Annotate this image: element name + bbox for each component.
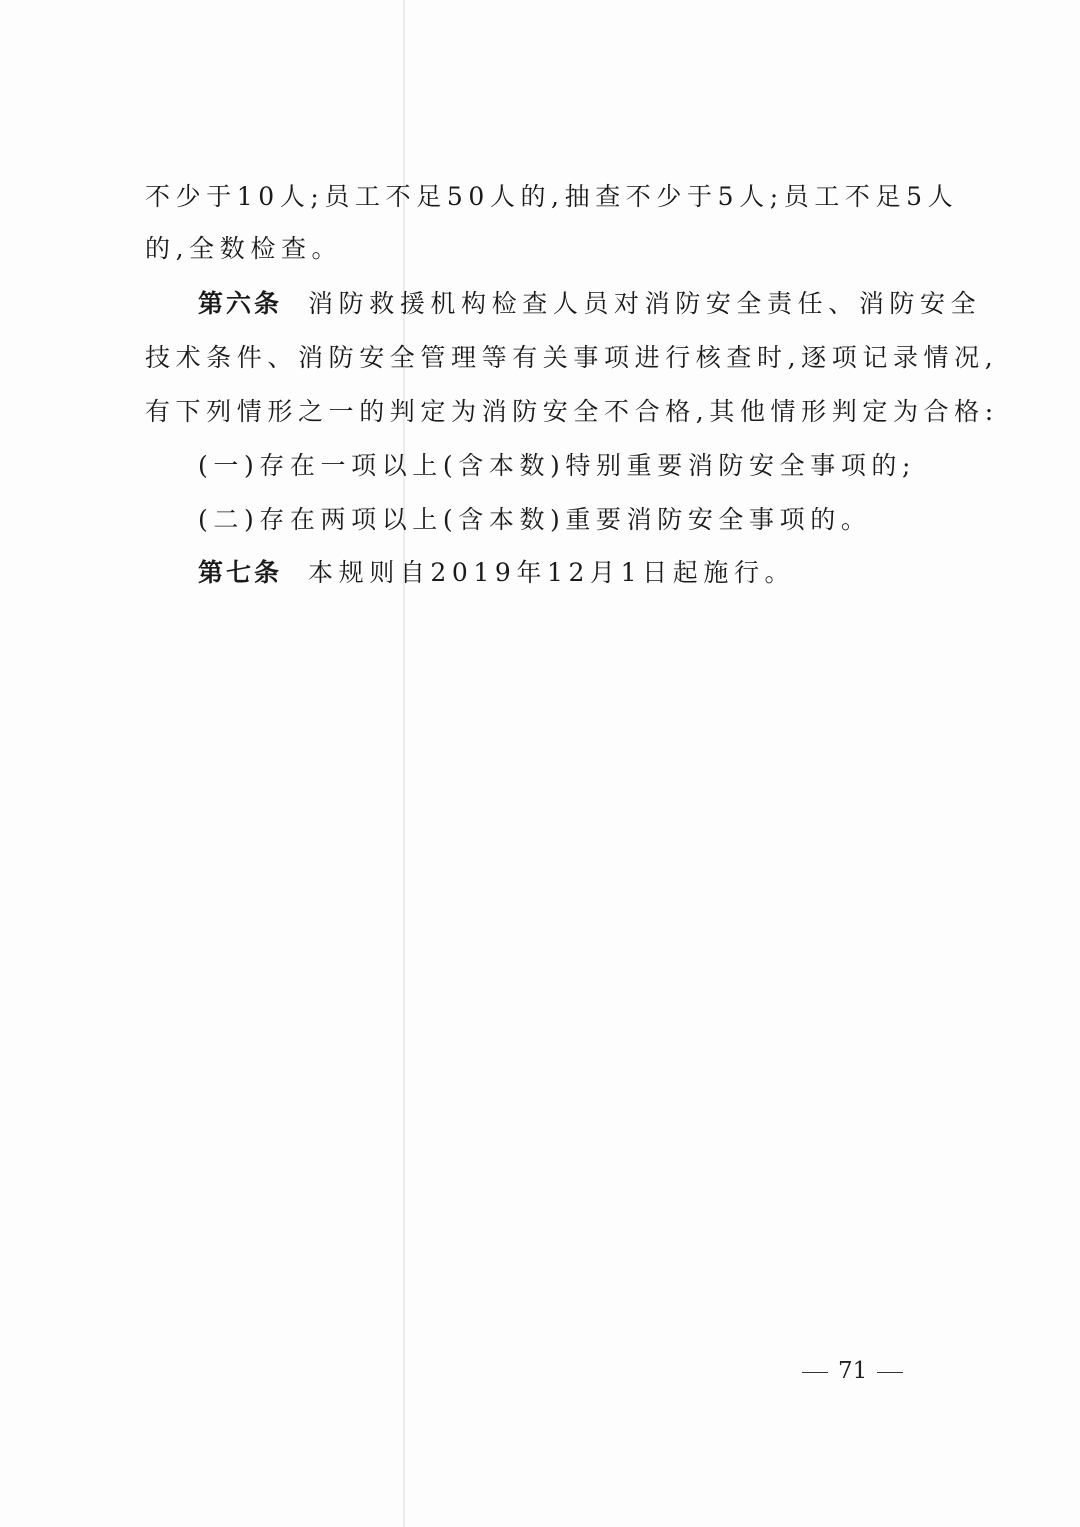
paragraph-line: 的,全数检查。 <box>145 234 343 263</box>
page-number-value: 71 <box>838 1358 868 1384</box>
article-7-label: 第七条 <box>198 558 283 587</box>
article-6-item-1: (一)存在一项以上(含本数)特别重要消防安全事项的; <box>198 451 917 480</box>
dash-left <box>802 1372 828 1373</box>
article-6-text: 消防救援机构检查人员对消防安全责任、消防安全 <box>308 289 982 318</box>
article-6-item-2: (二)存在两项以上(含本数)重要消防安全事项的。 <box>198 505 872 534</box>
article-7-line <box>198 553 940 593</box>
paragraph-line: 不少于10人;员工不足50人的,抽查不少于5人;员工不足5人 <box>145 182 959 211</box>
article-6-label: 第六条 <box>198 289 283 318</box>
page-number <box>792 1354 912 1388</box>
article-7-text: 本规则自2019年12月1日起施行。 <box>308 558 796 587</box>
article-6-first-line <box>198 284 982 324</box>
article-6-line: 有下列情形之一的判定为消防安全不合格,其他情形判定为合格: <box>145 397 999 426</box>
article-6-line: 技术条件、消防安全管理等有关事项进行核查时,逐项记录情况, <box>145 343 999 372</box>
dash-right <box>877 1372 903 1373</box>
